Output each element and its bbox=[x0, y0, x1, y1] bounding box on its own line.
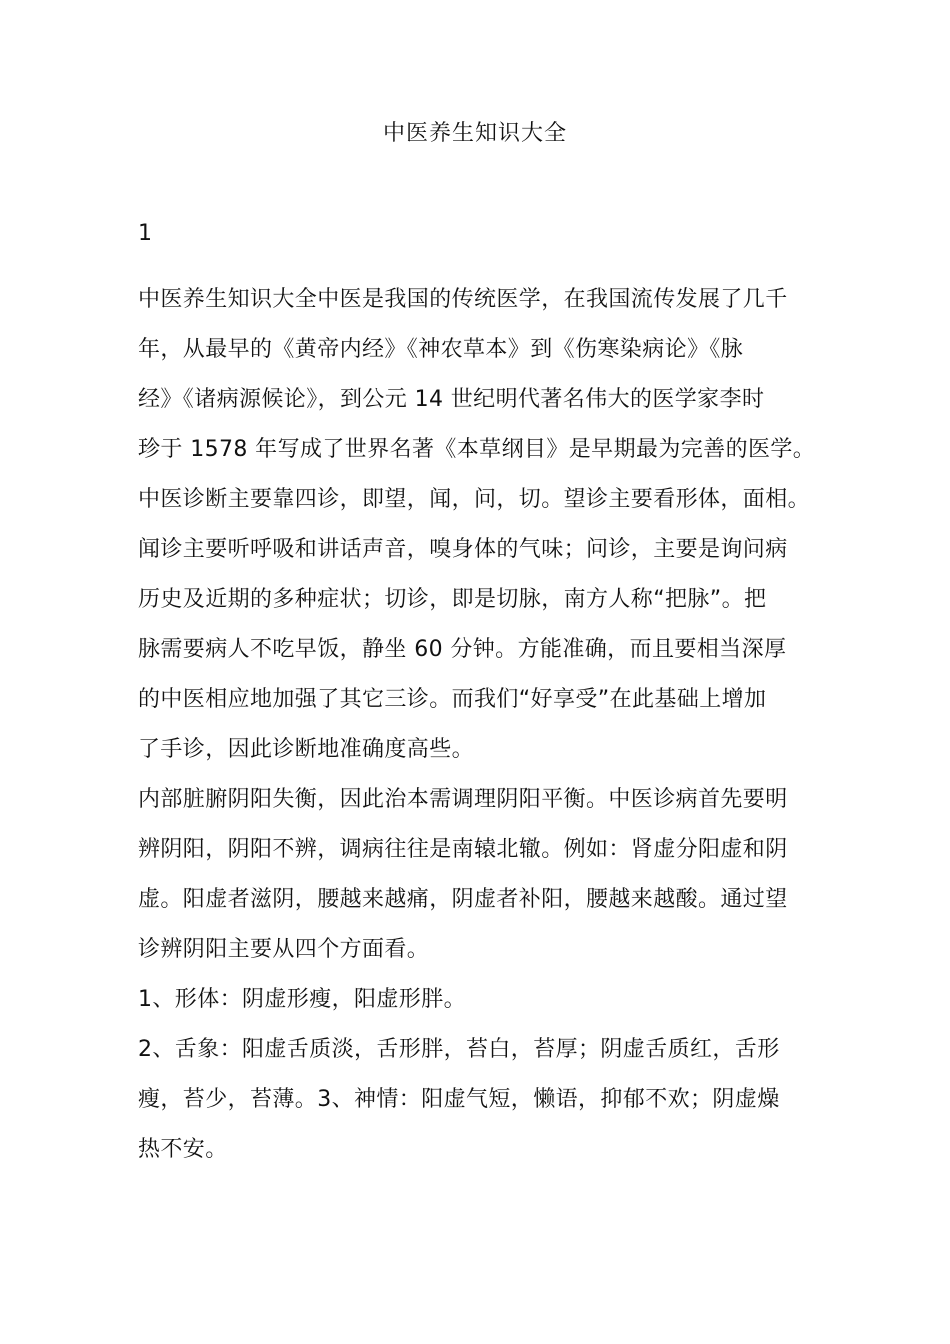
text-line: 经》《诸病源候论》，到公元 14 世纪明代著名伟大的医学家李时 bbox=[138, 387, 765, 412]
text-line: 中医诊断主要靠四诊，即望，闻，问，切。望诊主要看形体，面相。 bbox=[138, 487, 811, 512]
document-title: 中医养生知识大全 bbox=[382, 121, 567, 146]
text-line: 2、舌象：阳虚舌质淡，舌形胖，苔白，苔厚；阴虚舌质红，舌形 bbox=[138, 1037, 780, 1062]
text-line: 历史及近期的多种症状；切诊，即是切脉，南方人称“把脉”。把 bbox=[138, 587, 767, 612]
text-line: 内部脏腑阴阳失衡，因此治本需调理阴阳平衡。中医诊病首先要明 bbox=[138, 787, 788, 812]
text-line: 脉需要病人不吃早饭，静坐 60 分钟。方能准确，而且要相当深厚 bbox=[138, 637, 787, 662]
text-line: 虚。阳虚者滋阴，腰越来越痛，阴虚者补阳，腰越来越酸。通过望 bbox=[138, 887, 788, 912]
text-line: 了手诊，因此诊断地准确度高些。 bbox=[138, 737, 475, 762]
text-line: 的中医相应地加强了其它三诊。而我们“好享受”在此基础上增加 bbox=[138, 687, 767, 712]
text-line: 年，从最早的《黄帝内经》《神农草本》到《伤寒染病论》《脉 bbox=[138, 337, 744, 362]
text-line: 瘦，苔少，苔薄。3、神情：阳虚气短，懒语，抑郁不欢；阴虚燥 bbox=[138, 1087, 780, 1112]
text-line: 诊辨阴阳主要从四个方面看。 bbox=[138, 937, 430, 962]
text-line: 闻诊主要听呼吸和讲话声音，嗅身体的气味；问诊，主要是询问病 bbox=[138, 537, 788, 562]
text-line: 1、形体：阴虚形瘦，阳虚形胖。 bbox=[138, 987, 466, 1012]
text-line: 热不安。 bbox=[138, 1137, 228, 1162]
text-line: 珍于 1578 年写成了世界名著《本草纲目》是早期最为完善的医学。 bbox=[138, 437, 816, 462]
text-line: 辨阴阳，阴阳不辨，调病往往是南辕北辙。例如：肾虚分阳虚和阴 bbox=[138, 837, 788, 862]
page-number: 1 bbox=[138, 221, 152, 246]
text-line: 中医养生知识大全中医是我国的传统医学，在我国流传发展了几千 bbox=[138, 287, 788, 312]
body-text bbox=[138, 282, 838, 1182]
